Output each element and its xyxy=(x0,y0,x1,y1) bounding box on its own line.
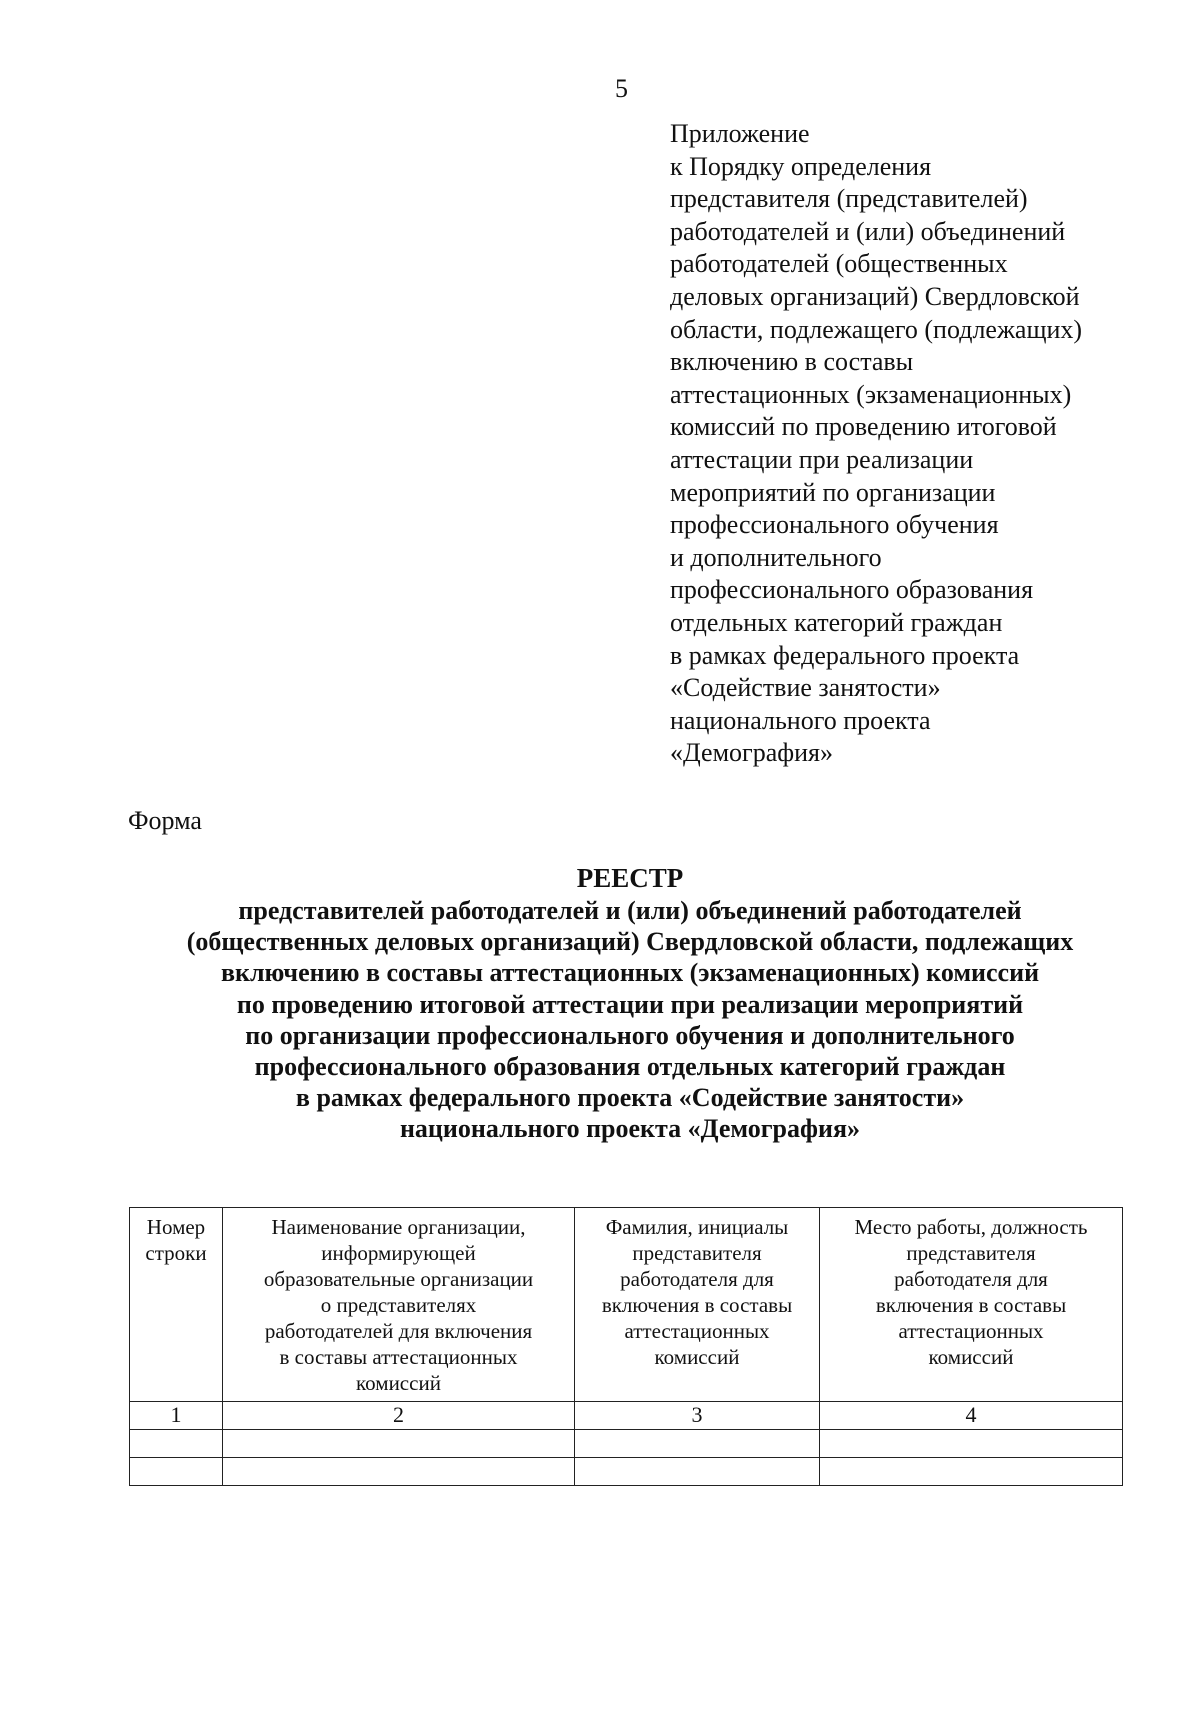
column-number: 3 xyxy=(575,1402,820,1430)
appendix-line: «Демография» xyxy=(670,738,833,768)
appendix-line: области, подлежащего (подлежащих) xyxy=(670,314,1083,344)
header-row-number xyxy=(130,1208,223,1402)
subtitle-line: национального проекта «Демография» xyxy=(399,1114,861,1144)
header-line: комиссий xyxy=(356,1371,441,1395)
appendix-line: представителя (представителей) xyxy=(670,184,1028,214)
appendix-line: «Содействие занятости» xyxy=(670,673,941,703)
appendix-line: в рамках федерального проекта xyxy=(670,640,1020,670)
header-line: работодателя для xyxy=(894,1267,1048,1291)
table-header-row xyxy=(130,1208,1123,1402)
table-cell xyxy=(130,1430,223,1458)
header-line: работодателей для включения xyxy=(264,1319,533,1343)
header-line: включения в составы xyxy=(601,1293,793,1317)
appendix-line: Приложение xyxy=(670,119,810,148)
appendix-line: отдельных категорий граждан xyxy=(670,607,1003,637)
appendix-line: включению в составы xyxy=(670,347,914,377)
subtitle-line: по организации профессионального обучения и дополнительного xyxy=(245,1020,1015,1050)
appendix-line: профессионального обучения xyxy=(670,510,999,540)
form-label: Форма xyxy=(128,806,202,835)
header-line: аттестационных xyxy=(898,1319,1044,1343)
table-cell xyxy=(820,1458,1123,1486)
header-line: образовательные организации xyxy=(263,1267,534,1291)
column-number-row xyxy=(130,1402,1123,1430)
header-line: представителя xyxy=(906,1241,1036,1265)
table-row xyxy=(130,1430,1123,1458)
subtitle-line: в рамках федерального проекта «Содействие занятости» xyxy=(295,1083,965,1113)
header-line: представителя xyxy=(632,1241,762,1265)
table-cell xyxy=(223,1458,575,1486)
subtitle-line: включению в составы аттестационных (экзаменационных) комиссий xyxy=(220,958,1040,988)
appendix-line: и дополнительного xyxy=(670,542,882,572)
header-line: комиссий xyxy=(928,1345,1014,1369)
appendix-line: работодателей и (или) объединений xyxy=(670,216,1066,246)
header-organization xyxy=(223,1208,575,1402)
header-line: комиссий xyxy=(654,1345,740,1369)
table-cell xyxy=(575,1458,820,1486)
appendix-line: к Порядку определения xyxy=(670,151,932,181)
table-cell xyxy=(130,1458,223,1486)
subtitle-line: (общественных деловых организаций) Свердловской области, подлежащих xyxy=(186,927,1074,957)
page-number: 5 xyxy=(615,74,628,103)
appendix-line: работодателей (общественных xyxy=(670,249,1008,279)
subtitle-line: профессионального образования отдельных категорий граждан xyxy=(254,1052,1006,1082)
header-workplace-position xyxy=(820,1208,1123,1402)
appendix-line: аттестации при реализации xyxy=(670,444,974,474)
registry-subtitle xyxy=(100,895,1160,1145)
header-line: о представителях xyxy=(320,1293,477,1317)
header-line: аттестационных xyxy=(624,1319,770,1343)
header-line: работодателя для xyxy=(620,1267,774,1291)
table-row xyxy=(130,1458,1123,1486)
registry-table xyxy=(129,1207,1123,1486)
subtitle-line: представителей работодателей и (или) объединений работодателей xyxy=(238,896,1022,925)
column-number: 2 xyxy=(223,1402,575,1430)
subtitle-line: по проведению итоговой аттестации при реализации мероприятий xyxy=(236,989,1024,1019)
appendix-line: профессионального образования xyxy=(670,575,1034,605)
header-line: включения в составы xyxy=(875,1293,1067,1317)
header-line: Место работы, должность xyxy=(854,1215,1088,1239)
header-line: строки xyxy=(145,1241,207,1265)
appendix-line: деловых организаций) Свердловской xyxy=(670,281,1080,311)
table-cell xyxy=(223,1430,575,1458)
header-representative-name xyxy=(575,1208,820,1402)
table-cell xyxy=(820,1430,1123,1458)
appendix-line: аттестационных (экзаменационных) xyxy=(670,379,1072,409)
appendix-line: комиссий по проведению итоговой xyxy=(670,412,1057,442)
appendix-line: национального проекта xyxy=(670,705,931,735)
header-line: Номер xyxy=(146,1215,206,1239)
column-number: 4 xyxy=(820,1402,1123,1430)
header-line: Наименование организации, xyxy=(271,1215,526,1239)
appendix-line: мероприятий по организации xyxy=(670,477,996,507)
registry-heading xyxy=(100,862,1160,1145)
registry-title: РЕЕСТР xyxy=(576,863,684,893)
header-line: информирующей xyxy=(321,1241,476,1265)
appendix-note xyxy=(670,118,1140,770)
column-number: 1 xyxy=(130,1402,223,1430)
header-line: в составы аттестационных xyxy=(279,1345,518,1369)
table-cell xyxy=(575,1430,820,1458)
header-line: Фамилия, инициалы xyxy=(605,1215,789,1239)
